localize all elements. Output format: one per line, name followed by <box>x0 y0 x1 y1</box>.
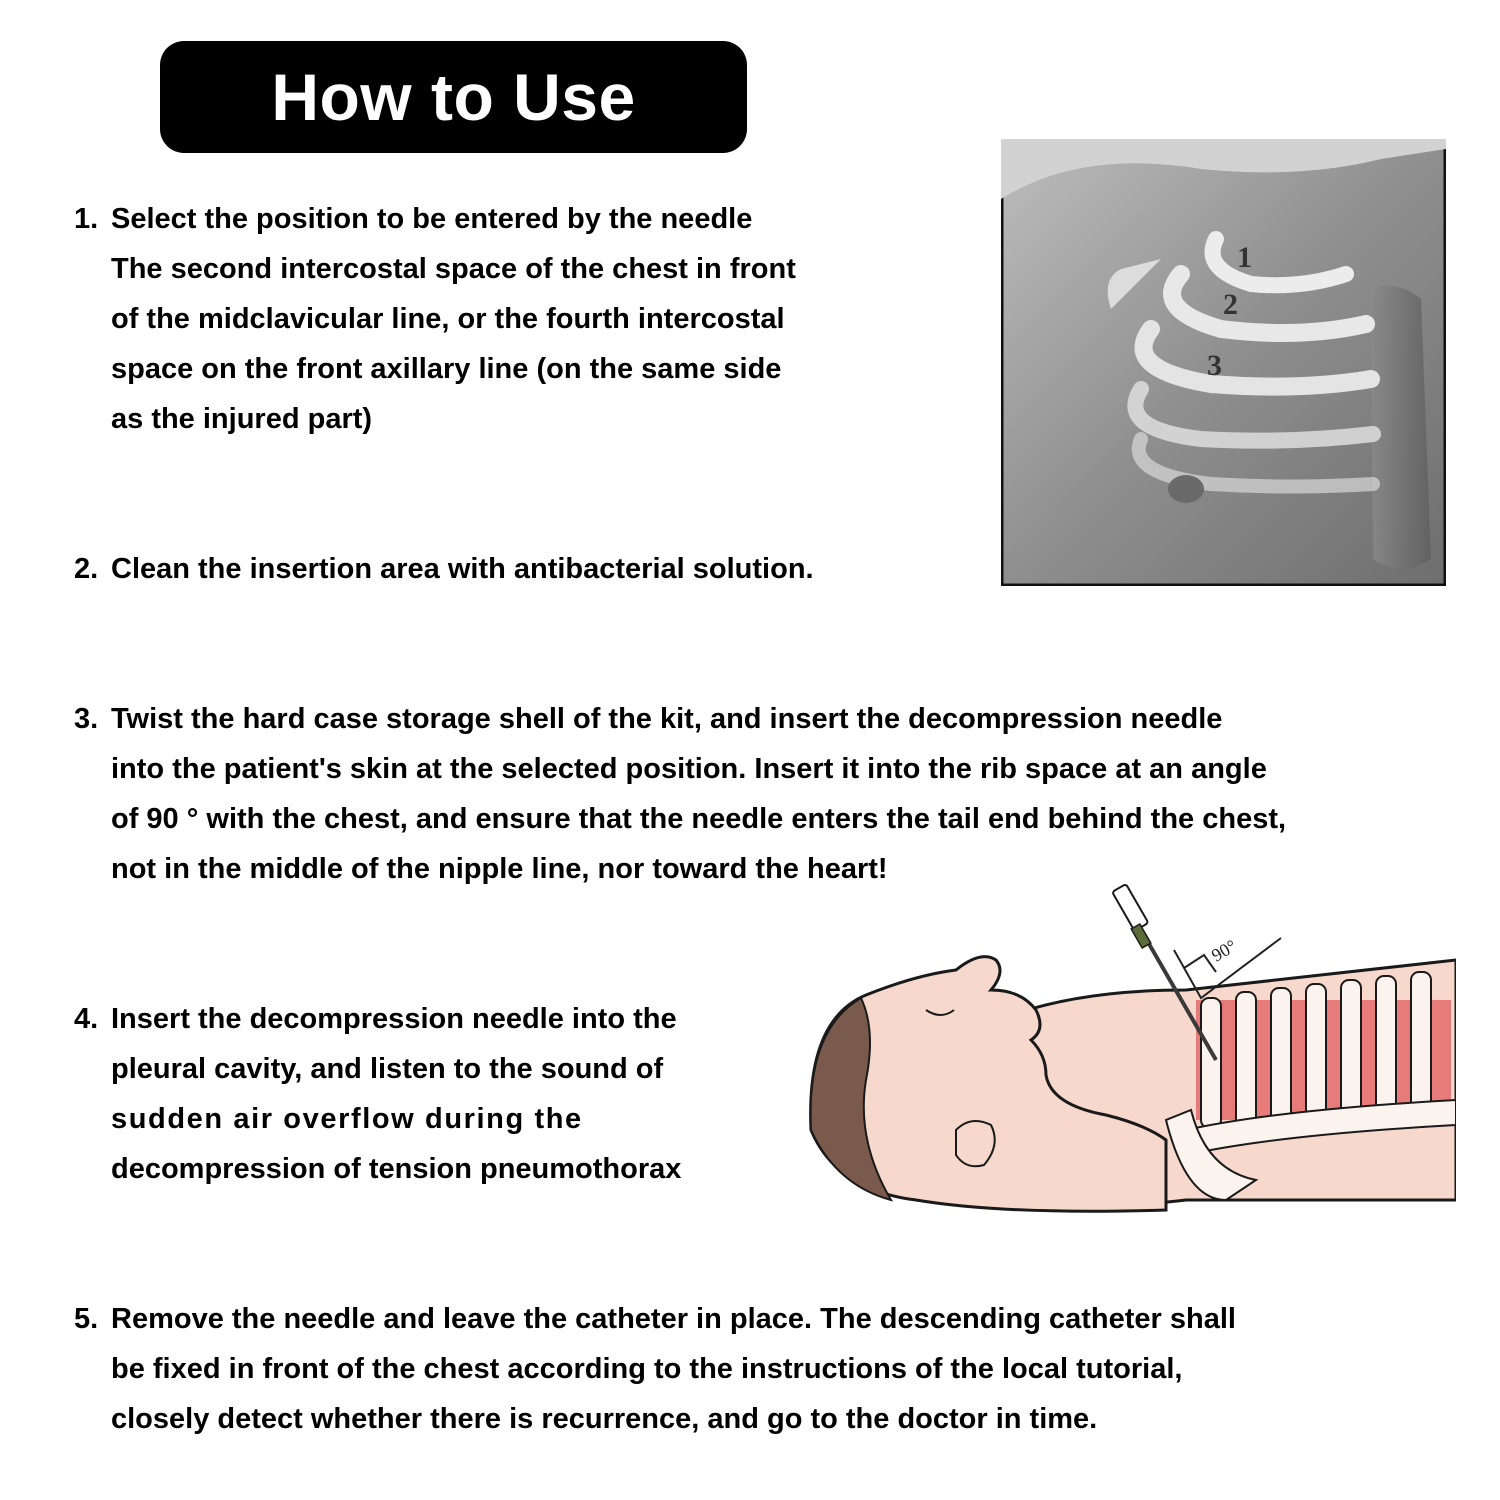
step-number: 4. <box>74 1003 99 1035</box>
step-number: 2. <box>74 553 99 585</box>
step-5 <box>74 1294 1236 1444</box>
step-line: Twist the hard case storage shell of the kit, and insert the decompression needle <box>111 703 1223 735</box>
step-line: into the patient's skin at the selected position. Insert it into the rib space at an angle <box>111 753 1267 785</box>
page-title-banner <box>160 41 747 153</box>
angle-label: 90° <box>1208 935 1240 966</box>
step-line: Insert the decompression needle into the <box>111 1003 677 1035</box>
step-line: of the midclavicular line, or the fourth intercostal <box>111 303 785 335</box>
step-line: closely detect whether there is recurrence, and go to the doctor in time. <box>111 1403 1098 1435</box>
step-line: of 90 ° with the chest, and ensure that the needle enters the tail end behind the chest, <box>111 803 1287 835</box>
step-line: space on the front axillary line (on the same side <box>111 353 782 385</box>
rib-label-2: 2 <box>1223 288 1238 321</box>
step-line: sudden air overflow during the <box>111 1103 583 1135</box>
step-3 <box>74 694 1286 894</box>
step-number: 5. <box>74 1303 99 1335</box>
step-line: Clean the insertion area with antibacterial solution. <box>111 553 814 585</box>
step-4 <box>74 994 681 1194</box>
step-1 <box>74 194 796 444</box>
rib-label-3: 3 <box>1207 349 1222 382</box>
rib-label-1: 1 <box>1237 241 1252 274</box>
rib-cage-illustration <box>1001 139 1446 586</box>
step-line: pleural cavity, and listen to the sound of <box>111 1053 664 1085</box>
step-2 <box>74 544 814 594</box>
step-number: 1. <box>74 203 99 235</box>
step-line: Remove the needle and leave the catheter in place. The descending catheter shall <box>111 1303 1236 1335</box>
step-number: 3. <box>74 703 99 735</box>
step-line: be fixed in front of the chest according to the instructions of the local tutorial, <box>111 1353 1183 1385</box>
step-line: not in the middle of the nipple line, nor toward the heart! <box>111 853 888 885</box>
page-title: How to Use <box>271 60 636 134</box>
needle-insertion-illustration <box>806 880 1456 1220</box>
step-line: decompression of tension pneumothorax <box>111 1153 682 1185</box>
step-line: The second intercostal space of the chest in front <box>111 253 796 285</box>
step-line: as the injured part) <box>111 403 373 435</box>
step-line: Select the position to be entered by the needle <box>111 203 753 235</box>
